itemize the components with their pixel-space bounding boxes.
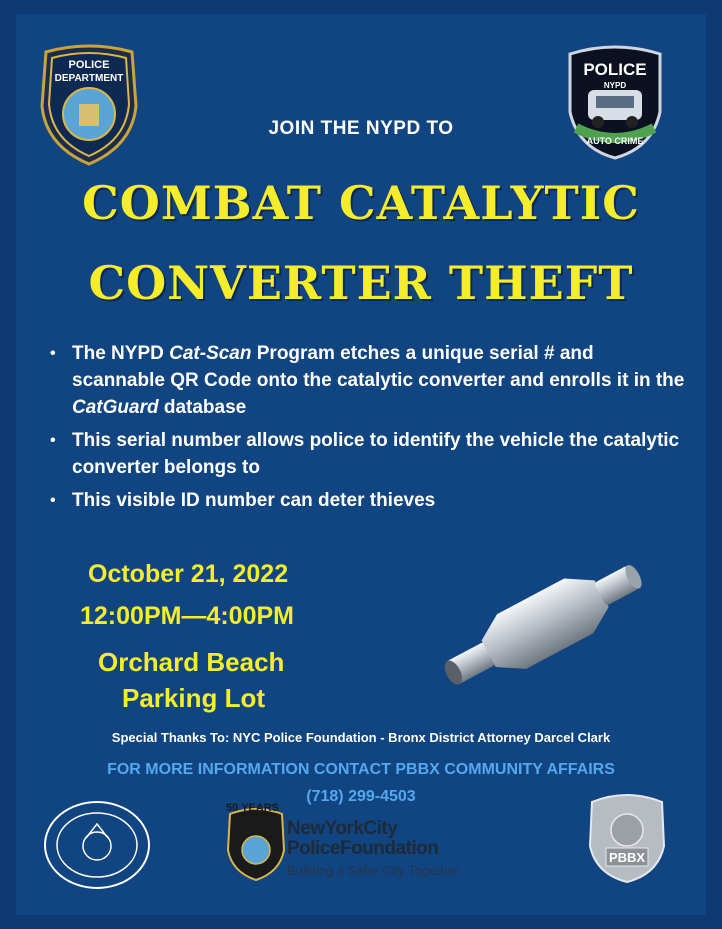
- special-thanks-line: Special Thanks To: NYC Police Foundation - Bronx District Attorney Darcel Clark: [111, 730, 611, 745]
- nypd-shield-logo: [36, 44, 142, 168]
- event-location-line-1: Orchard Beach: [98, 647, 285, 677]
- catguard-term: CatGuard: [72, 397, 159, 418]
- right-badge-subtitle: NYPD: [603, 81, 627, 90]
- cat-scan-term: Cat-Scan: [169, 343, 252, 364]
- contact-info-line: FOR MORE INFORMATION CONTACT PBBX COMMUNITY AFFAIRS: [107, 761, 615, 778]
- foundation-tagline: Building a Safer City Together: [287, 863, 459, 878]
- headline-line-2: CONVERTER THEFT: [88, 256, 634, 310]
- join-nypd-line: JOIN THE NYPD TO: [268, 118, 454, 139]
- foundation-name-2: PoliceFoundation: [287, 838, 439, 859]
- foundation-name-1: NewYorkCity: [287, 818, 398, 839]
- auto-crime-badge-logo: [562, 44, 668, 160]
- event-location-line-2: Parking Lot: [122, 683, 266, 713]
- event-time: 12:00PM—4:00PM: [80, 602, 294, 630]
- pbbx-shield-badge: [584, 790, 670, 884]
- headline-line-1: COMBAT CATALYTIC: [82, 176, 640, 230]
- right-badge-title: POLICE: [583, 60, 647, 79]
- bullet-item-deter-thieves: • This visible ID number can deter thieves: [50, 487, 690, 514]
- bullet-dot-icon: •: [50, 432, 56, 449]
- right-badge-motto: AUTO CRIME: [586, 136, 644, 146]
- catalytic-converter-image: [432, 548, 652, 696]
- foundation-years: 50 YEARS: [226, 802, 279, 814]
- bronx-district-attorney-seal: [42, 800, 152, 890]
- police-foundation-badge: [224, 806, 288, 882]
- left-badge-title: POLICE: [68, 59, 110, 71]
- event-date: October 21, 2022: [88, 560, 289, 588]
- left-badge-subtitle: DEPARTMENT: [54, 73, 124, 84]
- pbbx-label: PBBX: [608, 850, 646, 865]
- bullet-item-cat-scan: • The NYPD Cat-Scan Program etches a unique serial # and scannable QR Code onto the catalytic converter and enrolls it in the CatGuard database: [50, 340, 690, 421]
- bullet-item-serial-number: • This serial number allows police to identify the vehicle the catalytic converter belongs to: [50, 427, 690, 481]
- contact-phone: (718) 299-4503: [306, 788, 416, 805]
- bullet-dot-icon: •: [50, 492, 56, 509]
- program-bullet-list: [50, 340, 690, 520]
- bullet-dot-icon: •: [50, 345, 56, 362]
